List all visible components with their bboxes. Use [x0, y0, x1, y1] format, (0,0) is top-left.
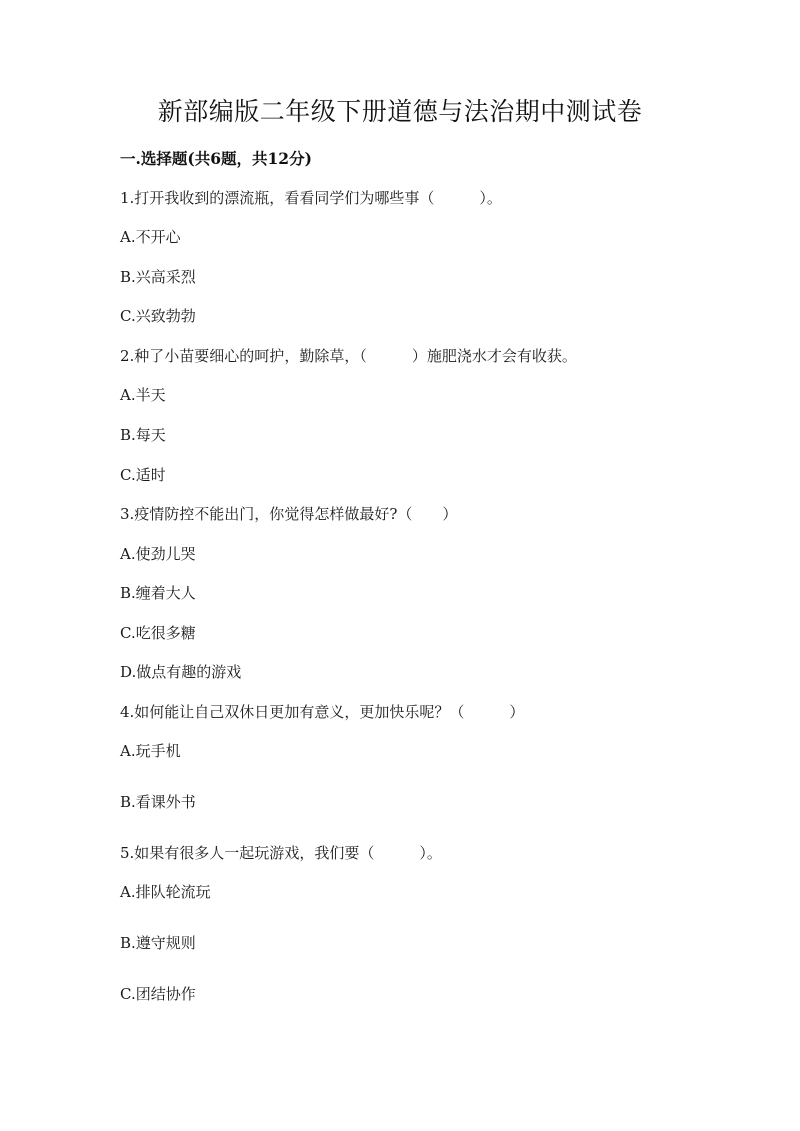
question-1-stem: 1.打开我收到的漂流瓶，看看同学们为哪些事（ ）。: [120, 189, 502, 207]
question-2-option-b: B.每天: [120, 426, 166, 444]
question-5-option-c: C.团结协作: [120, 985, 196, 1003]
question-1-option-c: C.兴致勃勃: [120, 307, 196, 325]
question-2-option-a: A.半天: [120, 386, 166, 404]
question-2-option-c: C.适时: [120, 466, 166, 484]
question-4-option-b: B.看课外书: [120, 793, 196, 811]
question-3-option-c: C.吃很多糖: [120, 624, 196, 642]
question-4-option-a: A.玩手机: [120, 742, 181, 760]
page-title: 新部编版二年级下册道德与法治期中测试卷: [157, 97, 643, 126]
section-heading: 一.选择题(共6题，共12分): [120, 149, 312, 168]
question-3-option-a: A.使劲儿哭: [120, 545, 196, 563]
question-3-option-d: D.做点有趣的游戏: [120, 663, 242, 681]
question-2-stem: 2.种了小苗要细心的呵护，勤除草，（ ）施肥浇水才会有收获。: [120, 347, 577, 365]
question-4-stem: 4.如何能让自己双休日更加有意义，更加快乐呢？（ ）: [120, 703, 525, 721]
question-5-stem: 5.如果有很多人一起玩游戏，我们要（ ）。: [120, 844, 442, 862]
question-5-option-b: B.遵守规则: [120, 934, 196, 952]
question-1-option-a: A.不开心: [120, 228, 181, 246]
question-3-stem: 3.疫情防控不能出门，你觉得怎样做最好?（ ）: [120, 505, 458, 523]
question-1-option-b: B.兴高采烈: [120, 268, 196, 286]
question-3-option-b: B.缠着大人: [120, 584, 196, 602]
question-5-option-a: A.排队轮流玩: [120, 883, 211, 901]
